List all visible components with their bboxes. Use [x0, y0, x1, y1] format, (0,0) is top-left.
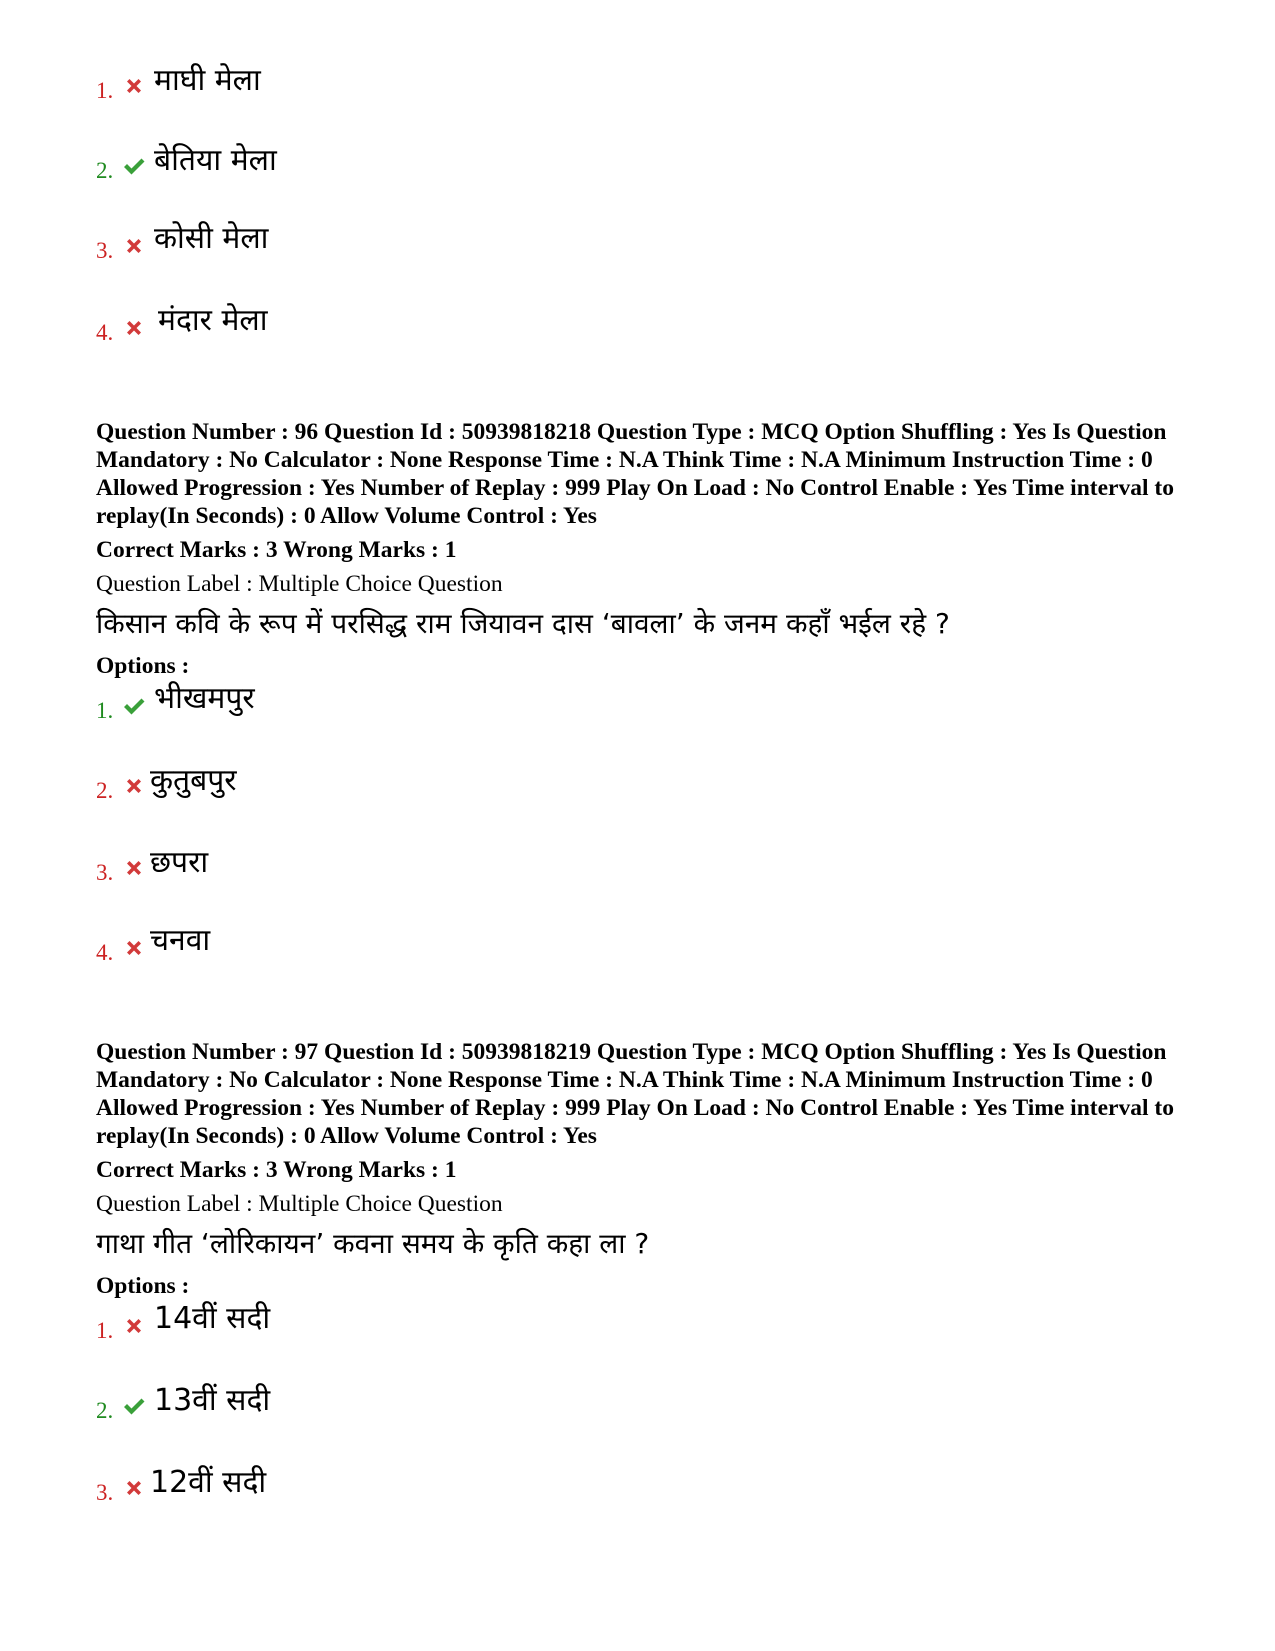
option-number: 4. — [96, 320, 114, 345]
cross-icon — [122, 74, 146, 98]
cross-icon — [122, 774, 146, 798]
option-number: 3. — [96, 860, 114, 885]
question-97 — [96, 1038, 1196, 1300]
option-number: 3. — [96, 238, 114, 263]
cross-icon — [122, 316, 146, 340]
question-marks: Correct Marks : 3 Wrong Marks : 1 — [96, 537, 457, 563]
option-text: चनवा — [150, 923, 211, 958]
option-text: माघी मेला — [154, 63, 261, 98]
option-number: 1. — [96, 1318, 114, 1343]
cross-icon — [122, 234, 146, 258]
check-icon — [122, 694, 146, 718]
cross-icon — [122, 1314, 146, 1338]
option-text: छपरा — [150, 845, 209, 880]
option-item — [96, 923, 1196, 1016]
option-item — [96, 1300, 1196, 1384]
option-item — [96, 58, 1196, 142]
options-heading: Options : — [96, 1273, 190, 1299]
check-icon — [122, 1394, 146, 1418]
cross-icon — [122, 936, 146, 960]
option-number: 4. — [96, 940, 114, 965]
option-item — [96, 1465, 1196, 1552]
question-text: किसान कवि के रूप में परसिद्ध राम जियावन दास ‘बावला’ के जनम कहाँ भईल रहे ? — [96, 607, 950, 640]
question-label: Question Label : Multiple Choice Question — [96, 1191, 503, 1217]
option-text: कुतुबपुर — [150, 763, 237, 798]
option-text: 13वीं सदी — [154, 1383, 271, 1418]
q95-options — [96, 58, 1196, 394]
options-heading: Options : — [96, 653, 190, 679]
option-number: 2. — [96, 158, 114, 183]
q96-options — [96, 680, 1196, 1016]
option-text: कोसी मेला — [154, 221, 269, 256]
option-item — [96, 1384, 1196, 1468]
option-item — [96, 142, 1196, 226]
cross-icon — [122, 856, 146, 880]
option-text: 14वीं सदी — [154, 1301, 271, 1336]
option-item — [96, 845, 1196, 932]
option-number: 3. — [96, 1480, 114, 1505]
option-text: भीखमपुर — [154, 681, 255, 716]
option-number: 2. — [96, 778, 114, 803]
option-number: 1. — [96, 78, 114, 103]
option-number: 2. — [96, 1398, 114, 1423]
option-text: मंदार मेला — [158, 303, 268, 338]
option-item — [96, 303, 1196, 394]
question-96 — [96, 418, 1196, 680]
question-marks: Correct Marks : 3 Wrong Marks : 1 — [96, 1157, 457, 1183]
question-meta: Question Number : 97 Question Id : 50939818219 Question Type : MCQ Option Shuffling : Yes Is Question Mandatory : No Calculator : None Response Time : N.A Think Time : N.A Minimum Instruction Time : 0 Allowed Progression : Yes Number of Replay : 999 Play On Load : No Control Enable : Yes Time interval to replay(In Seconds) : 0 Allow Volume Control : Yes — [96, 1039, 1174, 1149]
question-label: Question Label : Multiple Choice Question — [96, 571, 503, 597]
cross-icon — [122, 1476, 146, 1500]
option-item — [96, 764, 1196, 848]
option-text: बेतिया मेला — [154, 143, 277, 178]
question-text: गाथा गीत ‘लोरिकायन’ कवना समय के कृति कहा ला ? — [96, 1227, 650, 1260]
option-text: 12वीं सदी — [150, 1465, 267, 1500]
check-icon — [122, 154, 146, 178]
question-meta: Question Number : 96 Question Id : 50939818218 Question Type : MCQ Option Shuffling : Yes Is Question Mandatory : No Calculator : None Response Time : N.A Think Time : N.A Minimum Instruction Time : 0 Allowed Progression : Yes Number of Replay : 999 Play On Load : No Control Enable : Yes Time interval to replay(In Seconds) : 0 Allow Volume Control : Yes — [96, 419, 1174, 529]
option-number: 1. — [96, 698, 114, 723]
option-item — [96, 680, 1196, 764]
q97-options — [96, 1300, 1196, 1552]
